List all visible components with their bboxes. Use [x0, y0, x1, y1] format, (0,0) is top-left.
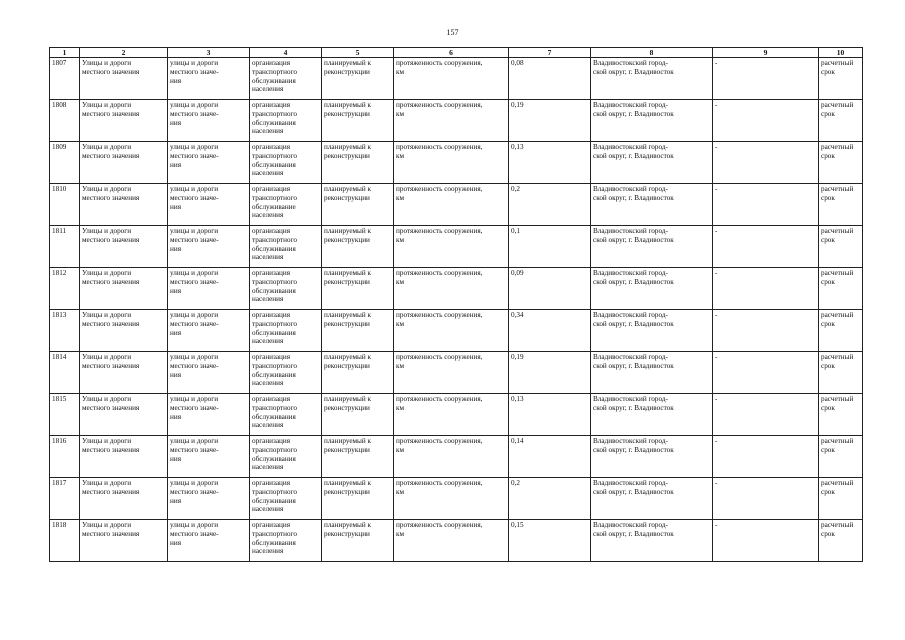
cell-characteristic	[394, 310, 509, 352]
cell-text: -	[715, 227, 718, 235]
cell-text: улицы и дороги местного значе- ния	[170, 479, 219, 505]
cell-row-number	[50, 478, 80, 520]
cell-purpose	[250, 100, 322, 142]
cell-characteristic	[394, 436, 509, 478]
cell-object-name	[168, 226, 250, 268]
cell-text: Владивостокский город- ской округ, г. Владивосток	[593, 269, 674, 286]
table-row	[50, 436, 863, 478]
cell-row-number	[50, 352, 80, 394]
cell-text: протяженность сооружения, км	[396, 227, 483, 244]
cell-implementation-term	[819, 268, 863, 310]
cell-text: протяженность сооружения, км	[396, 353, 483, 370]
cell-text: улицы и дороги местного значе- ния	[170, 227, 219, 253]
cell-value	[509, 184, 591, 226]
cell-value	[509, 142, 591, 184]
cell-text: организация транспортного обслуживания населения	[252, 227, 297, 262]
cell-purpose	[250, 352, 322, 394]
cell-characteristic	[394, 58, 509, 100]
cell-text: улицы и дороги местного значе- ния	[170, 269, 219, 295]
cell-text: 1817	[52, 479, 67, 487]
cell-text: планируемый к реконструкции	[324, 395, 372, 412]
column-header-2: 2	[80, 48, 168, 58]
cell-text: протяженность сооружения, км	[396, 59, 483, 76]
cell-zone	[713, 142, 819, 184]
cell-text: улицы и дороги местного значе- ния	[170, 353, 219, 379]
cell-purpose	[250, 184, 322, 226]
column-header-3: 3	[168, 48, 250, 58]
cell-text: протяженность сооружения, км	[396, 143, 483, 160]
cell-text: -	[715, 311, 718, 319]
cell-row-number	[50, 436, 80, 478]
column-header-1: 1	[50, 48, 80, 58]
cell-text: Владивостокский город- ской округ, г. Владивосток	[593, 227, 674, 244]
cell-object-name	[168, 394, 250, 436]
registry-table	[49, 47, 863, 562]
cell-text: планируемый к реконструкции	[324, 227, 372, 244]
table-row	[50, 268, 863, 310]
cell-text: протяженность сооружения, км	[396, 185, 483, 202]
cell-implementation-term	[819, 520, 863, 562]
cell-object-name	[168, 268, 250, 310]
cell-status	[322, 58, 394, 100]
cell-purpose	[250, 268, 322, 310]
cell-row-number	[50, 226, 80, 268]
cell-zone	[713, 436, 819, 478]
table-row	[50, 184, 863, 226]
cell-object-name	[168, 184, 250, 226]
cell-implementation-term	[819, 142, 863, 184]
cell-object-name	[168, 352, 250, 394]
page-number: 157	[446, 28, 459, 37]
cell-implementation-term	[819, 58, 863, 100]
cell-status	[322, 352, 394, 394]
cell-value	[509, 352, 591, 394]
cell-text: 1812	[52, 269, 67, 277]
cell-zone	[713, 226, 819, 268]
cell-text: 0,13	[511, 395, 524, 403]
cell-implementation-term	[819, 436, 863, 478]
cell-row-number	[50, 142, 80, 184]
cell-location	[591, 58, 713, 100]
cell-object-name	[168, 520, 250, 562]
cell-object-type	[80, 520, 168, 562]
cell-zone	[713, 394, 819, 436]
cell-text: 1816	[52, 437, 67, 445]
cell-text: Владивостокский город- ской округ, г. Владивосток	[593, 395, 674, 412]
cell-text: планируемый к реконструкции	[324, 59, 372, 76]
cell-text: организация транспортного обслуживания населения	[252, 437, 297, 472]
cell-text: -	[715, 185, 718, 193]
cell-value	[509, 436, 591, 478]
cell-text: -	[715, 101, 718, 109]
cell-text: протяженность сооружения, км	[396, 479, 483, 496]
cell-purpose	[250, 142, 322, 184]
cell-zone	[713, 58, 819, 100]
cell-object-type	[80, 268, 168, 310]
cell-text: планируемый к реконструкции	[324, 353, 372, 370]
cell-location	[591, 226, 713, 268]
cell-text: 1809	[52, 143, 67, 151]
cell-purpose	[250, 58, 322, 100]
cell-text: расчетный срок	[821, 143, 854, 160]
cell-text: 0,13	[511, 143, 524, 151]
cell-text: улицы и дороги местного значе- ния	[170, 395, 219, 421]
column-header-4: 4	[250, 48, 322, 58]
cell-text: Улицы и дороги местного значения	[82, 353, 140, 370]
cell-text: -	[715, 437, 718, 445]
cell-row-number	[50, 58, 80, 100]
cell-text: Улицы и дороги местного значения	[82, 269, 140, 286]
cell-characteristic	[394, 142, 509, 184]
cell-zone	[713, 520, 819, 562]
cell-text: организация транспортного обслуживания населения	[252, 143, 297, 178]
table-row	[50, 394, 863, 436]
cell-text: Владивостокский город- ской округ, г. Владивосток	[593, 143, 674, 160]
cell-value	[509, 478, 591, 520]
cell-purpose	[250, 520, 322, 562]
cell-purpose	[250, 226, 322, 268]
cell-text: 0,19	[511, 353, 524, 361]
cell-value	[509, 310, 591, 352]
cell-purpose	[250, 436, 322, 478]
cell-text: 1815	[52, 395, 67, 403]
cell-implementation-term	[819, 184, 863, 226]
cell-text: расчетный срок	[821, 269, 854, 286]
cell-object-type	[80, 226, 168, 268]
cell-location	[591, 352, 713, 394]
cell-text: 1813	[52, 311, 67, 319]
cell-location	[591, 394, 713, 436]
cell-text: Улицы и дороги местного значения	[82, 311, 140, 328]
cell-text: Владивостокский город- ской округ, г. Владивосток	[593, 353, 674, 370]
table-row	[50, 226, 863, 268]
cell-text: Улицы и дороги местного значения	[82, 395, 140, 412]
table-row	[50, 310, 863, 352]
cell-status	[322, 268, 394, 310]
cell-text: улицы и дороги местного значе- ния	[170, 437, 219, 463]
cell-text: планируемый к реконструкции	[324, 521, 372, 538]
cell-implementation-term	[819, 310, 863, 352]
cell-text: 0,08	[511, 59, 524, 67]
cell-text: 1810	[52, 185, 67, 193]
cell-object-type	[80, 352, 168, 394]
cell-row-number	[50, 310, 80, 352]
cell-characteristic	[394, 100, 509, 142]
cell-text: -	[715, 143, 718, 151]
cell-purpose	[250, 478, 322, 520]
cell-text: протяженность сооружения, км	[396, 311, 483, 328]
cell-text: 0,34	[511, 311, 524, 319]
cell-row-number	[50, 394, 80, 436]
cell-text: организация транспортного обслуживания населения	[252, 479, 297, 514]
cell-object-name	[168, 310, 250, 352]
table-row	[50, 100, 863, 142]
cell-text: -	[715, 353, 718, 361]
cell-implementation-term	[819, 100, 863, 142]
cell-status	[322, 226, 394, 268]
cell-object-type	[80, 394, 168, 436]
cell-zone	[713, 184, 819, 226]
cell-implementation-term	[819, 394, 863, 436]
cell-status	[322, 478, 394, 520]
cell-text: организация транспортного обслуживания населения	[252, 395, 297, 430]
cell-text: Владивостокский город- ской округ, г. Владивосток	[593, 437, 674, 454]
cell-text: Улицы и дороги местного значения	[82, 227, 140, 244]
cell-status	[322, 184, 394, 226]
cell-value	[509, 100, 591, 142]
cell-zone	[713, 478, 819, 520]
cell-location	[591, 184, 713, 226]
cell-text: Улицы и дороги местного значения	[82, 59, 140, 76]
cell-value	[509, 394, 591, 436]
cell-text: 0,15	[511, 521, 524, 529]
cell-text: организация транспортного обслуживания населения	[252, 269, 297, 304]
cell-text: -	[715, 269, 718, 277]
cell-text: Владивостокский город- ской округ, г. Владивосток	[593, 101, 674, 118]
cell-implementation-term	[819, 352, 863, 394]
cell-status	[322, 394, 394, 436]
cell-text: расчетный срок	[821, 101, 854, 118]
column-header-9: 9	[713, 48, 819, 58]
cell-object-name	[168, 100, 250, 142]
table-row	[50, 142, 863, 184]
cell-text: расчетный срок	[821, 311, 854, 328]
cell-characteristic	[394, 268, 509, 310]
cell-text: 1811	[52, 227, 67, 235]
cell-text: расчетный срок	[821, 185, 854, 202]
column-header-7: 7	[509, 48, 591, 58]
cell-text: планируемый к реконструкции	[324, 437, 372, 454]
column-header-5: 5	[322, 48, 394, 58]
cell-text: 0,2	[511, 479, 520, 487]
cell-characteristic	[394, 394, 509, 436]
cell-object-name	[168, 436, 250, 478]
cell-text: улицы и дороги местного значе- ния	[170, 185, 219, 211]
cell-text: -	[715, 59, 718, 67]
table-body	[50, 58, 863, 562]
cell-text: организация транспортного обслуживания населения	[252, 59, 297, 94]
table-row	[50, 58, 863, 100]
table-row	[50, 352, 863, 394]
cell-text: 0,19	[511, 101, 524, 109]
cell-purpose	[250, 394, 322, 436]
cell-implementation-term	[819, 226, 863, 268]
cell-object-type	[80, 58, 168, 100]
cell-characteristic	[394, 520, 509, 562]
cell-text: 1807	[52, 59, 67, 67]
header-row	[50, 48, 863, 58]
cell-row-number	[50, 184, 80, 226]
cell-status	[322, 520, 394, 562]
cell-row-number	[50, 520, 80, 562]
cell-text: Улицы и дороги местного значения	[82, 185, 140, 202]
cell-object-name	[168, 478, 250, 520]
cell-text: планируемый к реконструкции	[324, 311, 372, 328]
cell-text: -	[715, 395, 718, 403]
cell-text: 1808	[52, 101, 67, 109]
cell-text: 0,09	[511, 269, 524, 277]
cell-location	[591, 142, 713, 184]
cell-object-type	[80, 310, 168, 352]
cell-text: планируемый к реконструкции	[324, 185, 372, 202]
column-header-8: 8	[591, 48, 713, 58]
cell-zone	[713, 310, 819, 352]
cell-text: планируемый к реконструкции	[324, 479, 372, 496]
cell-text: улицы и дороги местного значе- ния	[170, 521, 219, 547]
cell-location	[591, 100, 713, 142]
cell-text: улицы и дороги местного значе- ния	[170, 101, 219, 127]
cell-text: протяженность сооружения, км	[396, 395, 483, 412]
cell-text: протяженность сооружения, км	[396, 269, 483, 286]
cell-text: 1818	[52, 521, 67, 529]
cell-text: 0,1	[511, 227, 520, 235]
column-header-10: 10	[819, 48, 863, 58]
cell-text: Улицы и дороги местного значения	[82, 101, 140, 118]
cell-characteristic	[394, 478, 509, 520]
cell-location	[591, 436, 713, 478]
cell-text: расчетный срок	[821, 395, 854, 412]
cell-text: организация транспортного обслуживание населения	[252, 185, 297, 220]
cell-value	[509, 226, 591, 268]
cell-zone	[713, 268, 819, 310]
cell-text: Улицы и дороги местного значения	[82, 143, 140, 160]
cell-text: планируемый к реконструкции	[324, 101, 372, 118]
cell-text: расчетный срок	[821, 521, 854, 538]
cell-object-type	[80, 184, 168, 226]
cell-text: Улицы и дороги местного значения	[82, 479, 140, 496]
cell-text: протяженность сооружения, км	[396, 521, 483, 538]
cell-text: протяженность сооружения, км	[396, 437, 483, 454]
cell-text: расчетный срок	[821, 227, 854, 244]
column-header-6: 6	[394, 48, 509, 58]
cell-location	[591, 520, 713, 562]
cell-characteristic	[394, 226, 509, 268]
cell-object-name	[168, 142, 250, 184]
cell-zone	[713, 100, 819, 142]
cell-implementation-term	[819, 478, 863, 520]
cell-status	[322, 310, 394, 352]
cell-object-type	[80, 478, 168, 520]
cell-characteristic	[394, 184, 509, 226]
cell-text: 1814	[52, 353, 67, 361]
cell-text: расчетный срок	[821, 353, 854, 370]
cell-text: расчетный срок	[821, 59, 854, 76]
cell-text: планируемый к реконструкции	[324, 143, 372, 160]
cell-text: 0,14	[511, 437, 524, 445]
cell-text: улицы и дороги местного значе- ния	[170, 311, 219, 337]
cell-text: -	[715, 521, 718, 529]
cell-purpose	[250, 310, 322, 352]
cell-text: расчетный срок	[821, 479, 854, 496]
cell-status	[322, 142, 394, 184]
cell-text: улицы и дороги местного значе- ния	[170, 59, 219, 85]
cell-location	[591, 478, 713, 520]
cell-text: Улицы и дороги местного значения	[82, 437, 140, 454]
cell-object-type	[80, 436, 168, 478]
cell-object-type	[80, 100, 168, 142]
cell-text: Владивостокский город- ской округ, г. Владивосток	[593, 479, 674, 496]
cell-text: организация транспортного обслуживания населения	[252, 521, 297, 556]
cell-text: расчетный срок	[821, 437, 854, 454]
cell-row-number	[50, 100, 80, 142]
table-row	[50, 520, 863, 562]
cell-text: Владивостокский город- ской округ, г. Владивосток	[593, 59, 674, 76]
cell-text: Владивостокский город- ской округ, г. Владивосток	[593, 521, 674, 538]
cell-text: протяженность сооружения, км	[396, 101, 483, 118]
cell-text: организация транспортного обслуживания населения	[252, 353, 297, 388]
cell-status	[322, 100, 394, 142]
cell-object-name	[168, 58, 250, 100]
cell-text: улицы и дороги местного значе- ния	[170, 143, 219, 169]
table-row	[50, 478, 863, 520]
cell-zone	[713, 352, 819, 394]
cell-text: Владивостокский город- ской округ, г. Владивосток	[593, 185, 674, 202]
cell-object-type	[80, 142, 168, 184]
cell-value	[509, 58, 591, 100]
cell-location	[591, 268, 713, 310]
cell-text: планируемый к реконструкции	[324, 269, 372, 286]
cell-text: -	[715, 479, 718, 487]
cell-text: Владивостокский город- ской округ, г. Владивосток	[593, 311, 674, 328]
cell-text: 0,2	[511, 185, 520, 193]
cell-text: организация транспортного обслуживания населения	[252, 311, 297, 346]
cell-row-number	[50, 268, 80, 310]
cell-status	[322, 436, 394, 478]
cell-value	[509, 268, 591, 310]
cell-characteristic	[394, 352, 509, 394]
cell-value	[509, 520, 591, 562]
cell-location	[591, 310, 713, 352]
cell-text: Улицы и дороги местного значения	[82, 521, 140, 538]
cell-text: организация транспортного обслуживания населения	[252, 101, 297, 136]
